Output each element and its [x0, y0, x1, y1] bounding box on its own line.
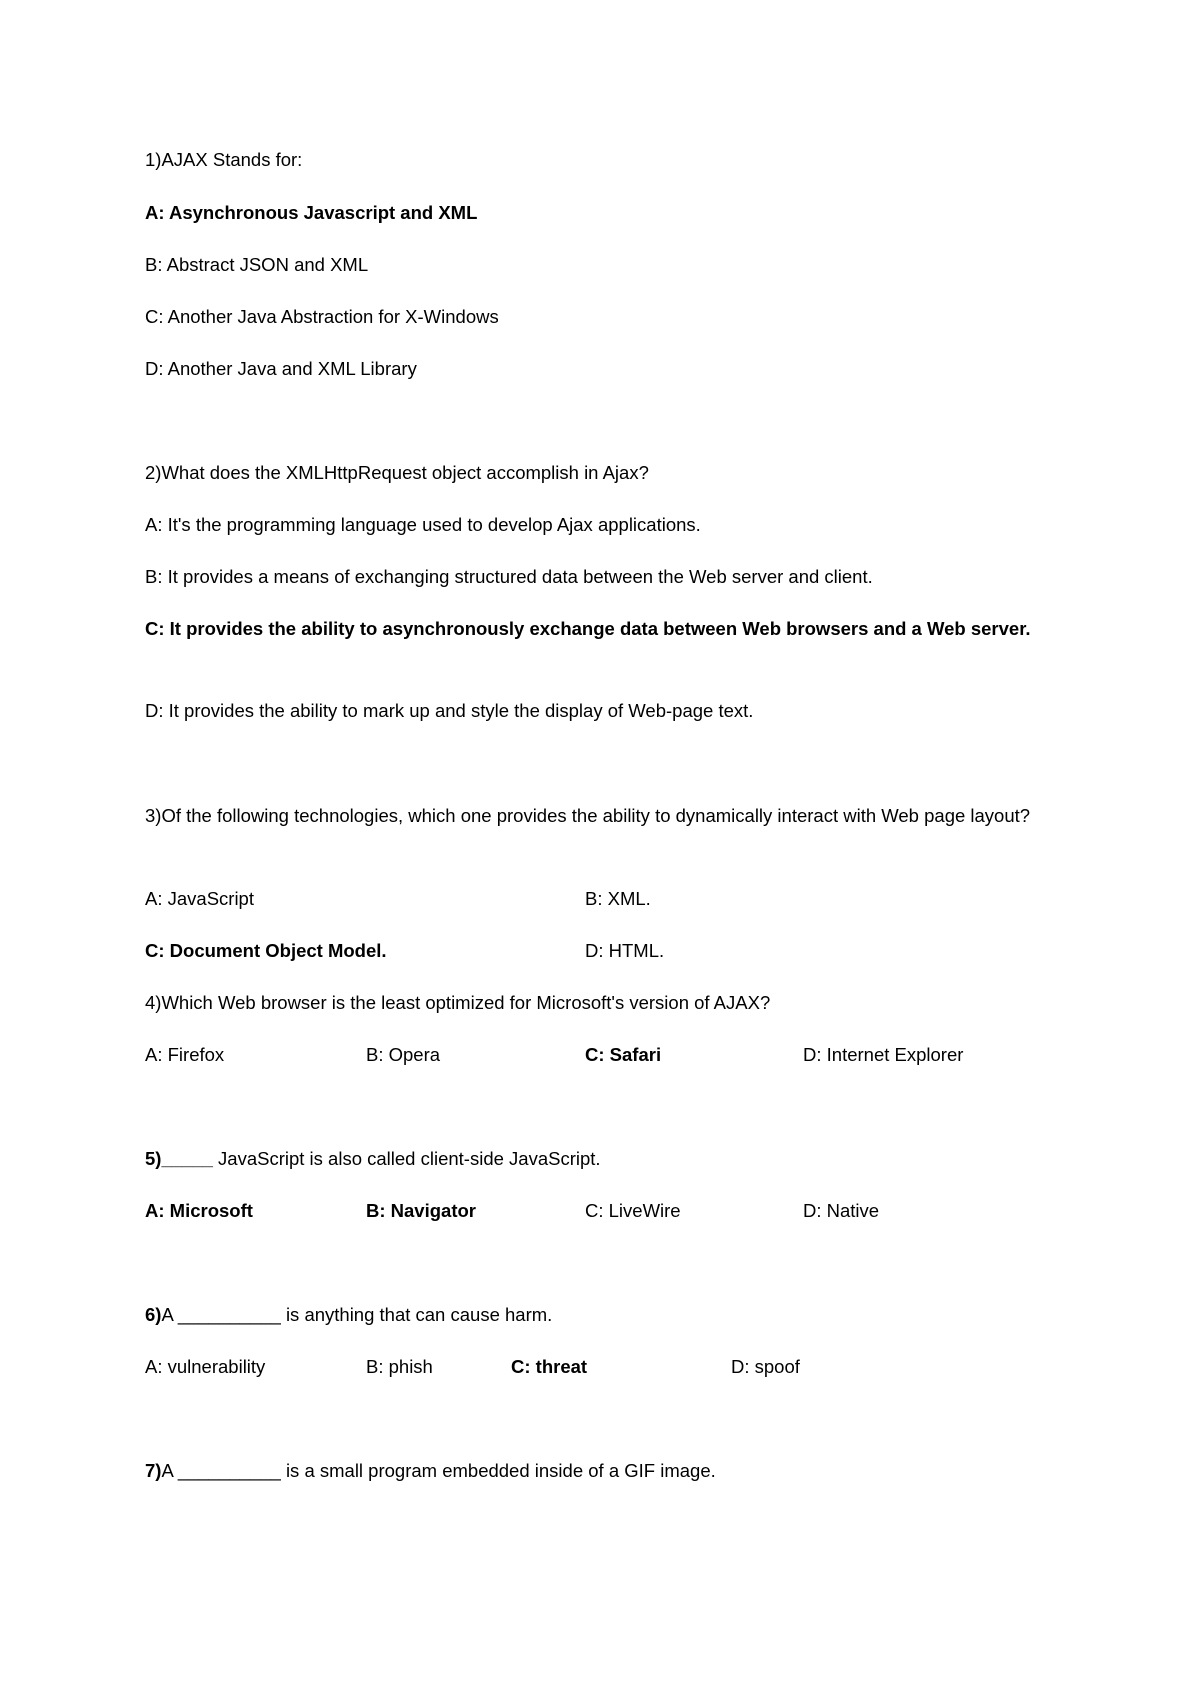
q6-option-b: B: phish — [366, 1356, 433, 1377]
q5-option-d: D: Native — [803, 1200, 880, 1221]
q5-number: 5) — [145, 1148, 162, 1169]
q2-option-a: A: It's the programming language used to develop Ajax applications. — [145, 514, 701, 535]
q5-question-text: JavaScript is also called client-side JavaScript. — [212, 1148, 601, 1169]
q1-question: 1)AJAX Stands for: — [145, 149, 303, 170]
q2-question: 2)What does the XMLHttpRequest object accomplish in Ajax? — [145, 462, 649, 483]
q1-option-d: D: Another Java and XML Library — [145, 358, 417, 379]
q3-option-c: C: Document Object Model. — [145, 940, 387, 961]
q2-option-b: B: It provides a means of exchanging structured data between the Web server and client. — [145, 566, 873, 587]
q1-option-a: A: Asynchronous Javascript and XML — [145, 202, 478, 223]
q5-option-c: C: LiveWire — [585, 1200, 681, 1221]
q6-question — [145, 1304, 552, 1326]
q5-question — [145, 1148, 601, 1170]
q3-option-b: B: XML. — [585, 888, 651, 909]
q4-option-a: A: Firefox — [145, 1044, 225, 1065]
q6-option-a: A: vulnerability — [145, 1356, 266, 1377]
q3-question: 3)Of the following technologies, which one provides the ability to dynamically interact with Web page layout? — [145, 805, 1031, 826]
q6-option-c: C: threat — [511, 1356, 588, 1377]
q7-number: 7) — [145, 1460, 162, 1481]
q6-number: 6) — [145, 1304, 162, 1325]
q7-question-text: A __________ is a small program embedded inside of a GIF image. — [161, 1460, 716, 1481]
q1-option-c: C: Another Java Abstraction for X-Windows — [145, 306, 499, 327]
q6-question-text: A __________ is anything that can cause harm. — [161, 1304, 553, 1325]
q7-question — [145, 1460, 716, 1482]
q5-blank: _____ — [161, 1148, 213, 1169]
q4-question: 4)Which Web browser is the least optimized for Microsoft's version of AJAX? — [145, 992, 771, 1013]
q3-option-a: A: JavaScript — [145, 888, 254, 909]
q5-option-a: A: Microsoft — [145, 1200, 253, 1221]
q4-option-d: D: Internet Explorer — [803, 1044, 964, 1065]
q4-option-c: C: Safari — [585, 1044, 662, 1065]
q3-option-d: D: HTML. — [585, 940, 665, 961]
q2-option-c: C: It provides the ability to asynchronously exchange data between Web browsers and a Web server. — [145, 618, 1031, 639]
q2-option-d: D: It provides the ability to mark up and style the display of Web-page text. — [145, 700, 754, 721]
q1-option-b: B: Abstract JSON and XML — [145, 254, 369, 275]
q4-option-b: B: Opera — [366, 1044, 441, 1065]
q5-option-b: B: Navigator — [366, 1200, 476, 1221]
q6-option-d: D: spoof — [731, 1356, 800, 1377]
